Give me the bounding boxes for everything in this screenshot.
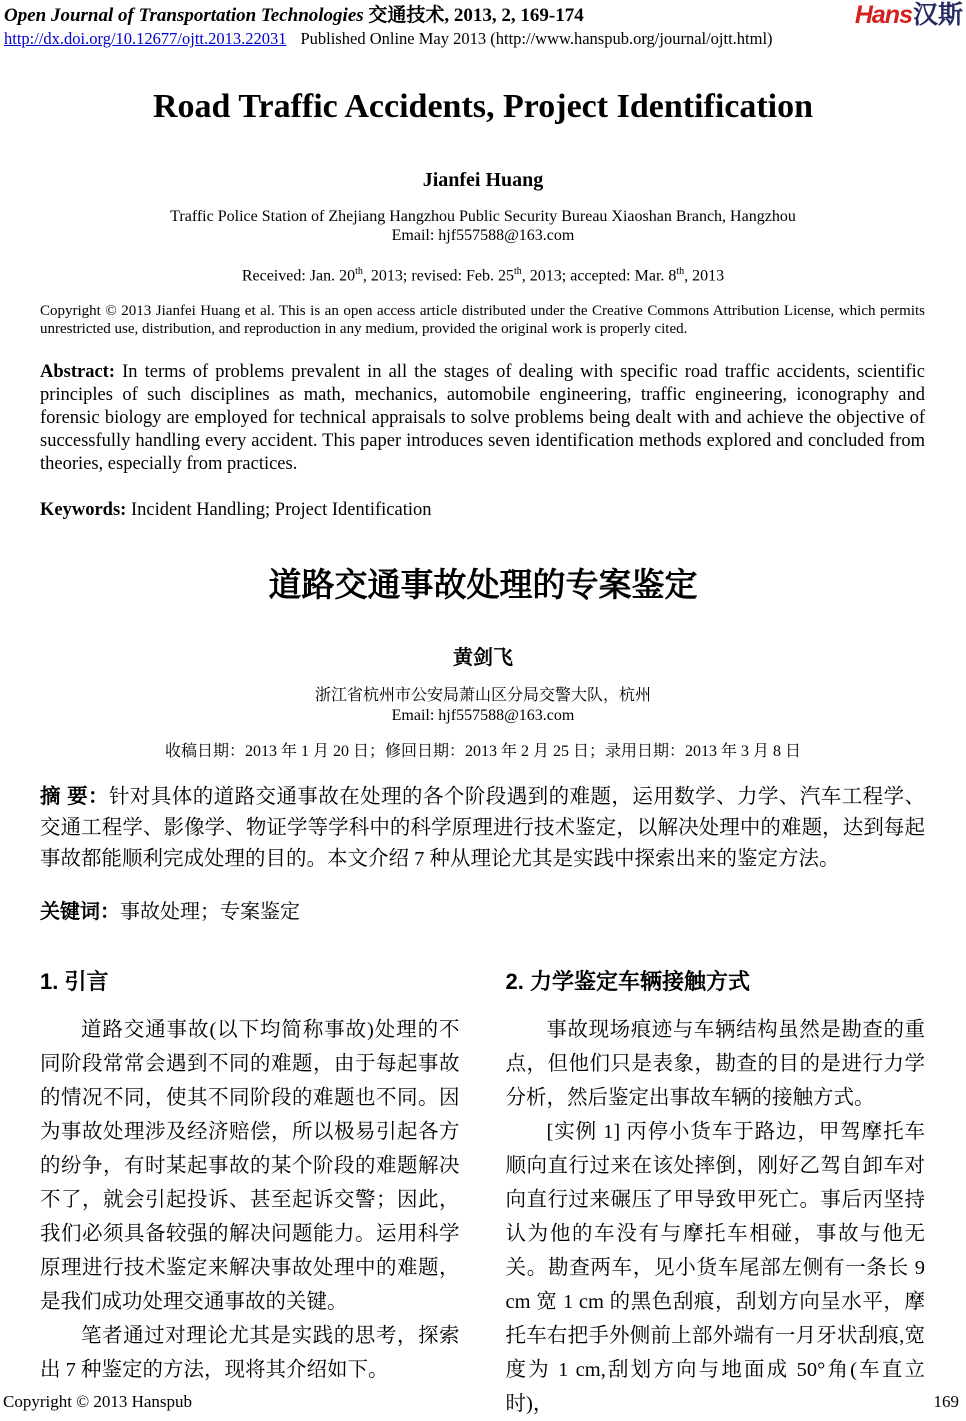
paper-title-english: Road Traffic Accidents, Project Identification: [152, 88, 814, 125]
author-email-cn: Email: hjf557588@163.com: [391, 707, 575, 725]
abstract-chinese: [40, 781, 925, 875]
section-2-paragraph: [实例 1] 丙停小货车于路边，甲驾摩托车顺向直行过来在该处摔倒，刚好乙驾自卸车对向直行过来碾压了甲导致甲死亡。事后丙坚持认为他的车没有与摩托车相碰，事故与他无关。勘查两车，见小货车尾部左侧有一条长 9 cm 宽 1 cm 的黑色刮痕，刮划方向呈水平，摩托车右把手外侧前上部外端有一月牙状刮痕,宽度为 1 cm,刮划方向与地面成 50°角(车直立时)，: [505, 1121, 925, 1416]
abstract-english: [40, 361, 925, 476]
doi-link[interactable]: http://dx.doi.org/10.12677/ojtt.2013.22031: [4, 29, 287, 48]
keywords-label: Keywords:: [40, 500, 127, 521]
keywords-label-cn: 关键词：: [40, 901, 120, 924]
section-heading-1: 1. 引言: [40, 969, 109, 995]
received-text: , 2013; revised: Feb. 25: [362, 267, 514, 285]
affiliation-english: [0, 207, 966, 245]
author-name-chinese: 黄剑飞: [453, 647, 513, 670]
received-text: , 2013: [684, 267, 725, 285]
affiliation-line-cn: 浙江省杭州市公安局萧山区分局交警大队，杭州: [314, 687, 651, 705]
hans-logo-latin: Hans: [854, 1, 912, 29]
received-sup: th: [676, 266, 685, 277]
keywords-english: [40, 499, 925, 522]
received-dates-english: [0, 262, 966, 285]
page-number: 169: [933, 1392, 959, 1411]
journal-title-line: [4, 5, 962, 27]
author-name-english: Jianfei Huang: [422, 169, 544, 191]
received-dates-chinese: 收稿日期：2013 年 1 月 20 日；修回日期：2013 年 2 月 25 日；录用日期：2013 年 3 月 8 日: [164, 743, 801, 761]
keywords-text: Incident Handling; Project Identification: [126, 500, 432, 521]
two-column-body: [40, 969, 925, 1421]
received-text: Received: Jan. 20: [241, 267, 356, 285]
keywords-chinese: [40, 900, 925, 925]
hans-logo: [855, 3, 963, 28]
hans-logo-chinese: 汉斯: [912, 1, 963, 29]
affiliation-line: Traffic Police Station of Zhejiang Hangzhou Public Security Bureau Xiaoshan Branch, Hangzhou: [170, 208, 796, 225]
copyright-notice: Copyright © 2013 Jianfei Huang et al. This is an open access article distributed under the Creative Commons Attribution License, which permits unrestricted use, distribution, and reproduction in any medium, provided the original work is properly cited.: [40, 303, 925, 338]
section-1-paragraph: 笔者通过对理论尤其是实践的思考，探索出 7 种鉴定的方法，现将其介绍如下。: [40, 1325, 460, 1382]
abstract-label-cn: 摘 要：: [40, 785, 109, 809]
doi-line: [4, 29, 962, 49]
section-2-paragraph: 事故现场痕迹与车辆结构虽然是勘查的重点，但他们只是表象，勘查的目的是进行力学分析，然后鉴定出事故车辆的接触方式。: [505, 1019, 925, 1110]
keywords-text-cn: 事故处理；专案鉴定: [120, 901, 300, 924]
footer-copyright: Copyright © 2013 Hanspub: [3, 1392, 193, 1411]
page-footer: [3, 1392, 959, 1412]
section-1-paragraph: 道路交通事故(以下均简称事故)处理的不同阶段常常会遇到不同的难题，由于每起事故的情况不同，使其不同阶段的难题也不同。因为事故处理涉及经济赔偿，所以极易引起各方的纷争，有时某起事故的某个阶段的难题解决不了，就会引起投诉、甚至起诉交警；因此，我们必须具备较强的解决问题能力。运用科学原理进行技术鉴定来解决事故处理中的难题，是我们成功处理交通事故的关键。: [40, 1019, 460, 1314]
paper-title-chinese: 道路交通事故处理的专案鉴定: [268, 566, 698, 604]
published-online-text: Published Online May 2013 (http://www.hanspub.org/journal/ojtt.html): [300, 29, 773, 48]
column-left: [40, 969, 460, 1421]
journal-issue-info: 交通技术, 2013, 2, 169-174: [363, 5, 584, 26]
abstract-label: Abstract:: [40, 362, 116, 383]
received-text: , 2013; accepted: Mar. 8: [521, 267, 677, 285]
journal-name: Open Journal of Transportation Technologies: [4, 5, 364, 26]
column-right: [506, 969, 926, 1421]
abstract-text: In terms of problems prevalent in all the stages of dealing with specific road traffic accidents, scientific principles of such disciplines as math, mechanics, automobile engineering, traffic engineering, iconography and forensic biology are employed for technical appraisals to solve problems being dealt with and achieve the objective of successfully handling every accident. This paper introduces seven identification methods explored and concluded from theories, especially from practices.: [40, 362, 925, 475]
author-email: Email: hjf557588@163.com: [391, 227, 575, 244]
received-sup: th: [355, 266, 363, 277]
journal-header: [0, 0, 966, 49]
received-sup: th: [513, 266, 522, 277]
abstract-text-cn: 针对具体的道路交通事故在处理的各个阶段遇到的难题，运用数学、力学、汽车工程学、交通工程学、影像学、物证学等学科中的科学原理进行技术鉴定，以解决处理中的难题，达到每起事故都能顺利完成处理的目的。本文介绍 7 种从理论尤其是实践中探索出来的鉴定方法。: [40, 786, 926, 871]
section-heading-2: 2. 力学鉴定车辆接触方式: [505, 969, 750, 995]
affiliation-chinese: [0, 686, 966, 726]
